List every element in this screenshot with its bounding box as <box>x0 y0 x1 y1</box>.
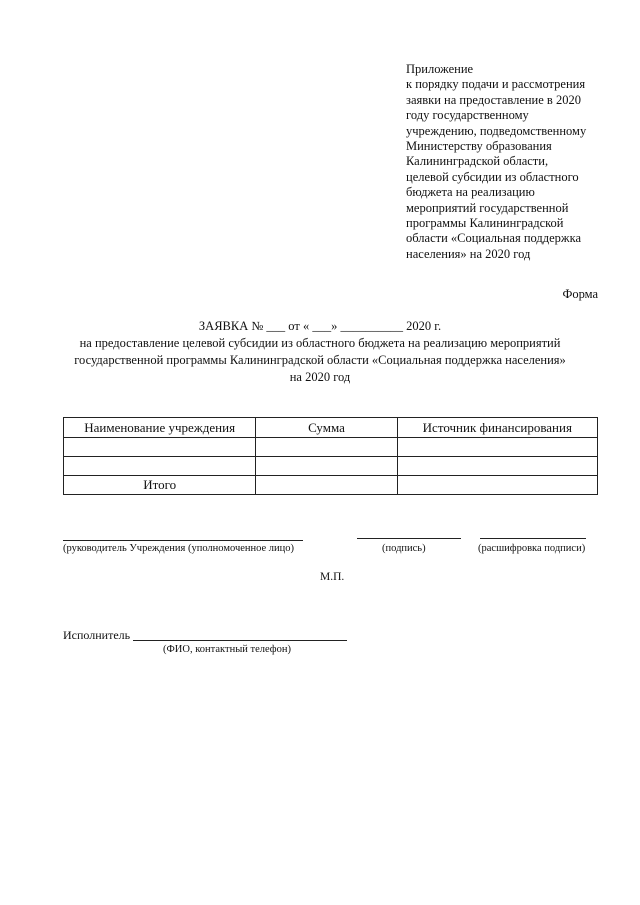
appendix-line: области «Социальная поддержка <box>406 231 581 246</box>
table-cell <box>397 457 597 476</box>
decoding-caption: (расшифровка подписи) <box>478 543 586 554</box>
appendix-line: заявки на предоставление в 2020 <box>406 92 581 107</box>
table-header-row <box>64 418 598 438</box>
table-row <box>64 457 598 476</box>
appendix-line: населения» на 2020 год <box>406 246 531 261</box>
header-institution-name: Наименование учреждения <box>64 418 256 438</box>
title-line-4: на 2020 год <box>289 370 351 384</box>
appendix-line: мероприятий государственной <box>406 200 569 215</box>
total-row <box>64 476 598 495</box>
table-row <box>64 438 598 457</box>
signature-caption: (подпись) <box>382 543 426 554</box>
appendix-line: Калининградской области, <box>406 154 549 169</box>
appendix-line: целевой субсидии из областного <box>406 169 579 184</box>
total-source-cell <box>397 476 597 495</box>
form-label: Форма <box>562 287 598 301</box>
application-table <box>63 417 598 495</box>
head-signature-line <box>63 540 303 541</box>
total-label: Итого <box>64 476 256 495</box>
header-funding-source: Источник финансирования <box>397 418 597 438</box>
table-cell <box>256 457 397 476</box>
stamp-place: М.П. <box>320 571 345 583</box>
table-cell <box>64 438 256 457</box>
appendix-line: Приложение <box>406 62 474 76</box>
header-amount: Сумма <box>256 418 397 438</box>
title-line-1: ЗАЯВКА № ___ от « ___» __________ 2020 г. <box>198 319 442 333</box>
executor-label: Исполнитель <box>63 628 131 642</box>
table-cell <box>397 438 597 457</box>
appendix-note <box>406 62 606 262</box>
appendix-line: к порядку подачи и рассмотрения <box>406 77 586 92</box>
head-caption: (руководитель Учреждения (уполномоченное лицо) <box>63 543 295 554</box>
appendix-line: году государственному <box>406 108 529 123</box>
appendix-line: учреждению, подведомственному <box>406 123 587 138</box>
appendix-line: программы Калининградской <box>406 216 564 231</box>
executor-line <box>133 640 347 641</box>
title-line-2: на предоставление целевой субсидии из областного бюджета на реализацию мероприятий <box>79 336 561 350</box>
application-title <box>40 318 600 386</box>
executor-caption: (ФИО, контактный телефон) <box>163 644 291 655</box>
total-amount-cell <box>256 476 397 495</box>
appendix-line: Министерству образования <box>406 139 552 154</box>
decoding-line <box>480 538 586 539</box>
table-cell <box>256 438 397 457</box>
appendix-line: бюджета на реализацию <box>406 185 535 200</box>
title-line-3: государственной программы Калининградской области «Социальная поддержка населения» <box>74 353 566 367</box>
table-cell <box>64 457 256 476</box>
signature-line <box>357 538 461 539</box>
